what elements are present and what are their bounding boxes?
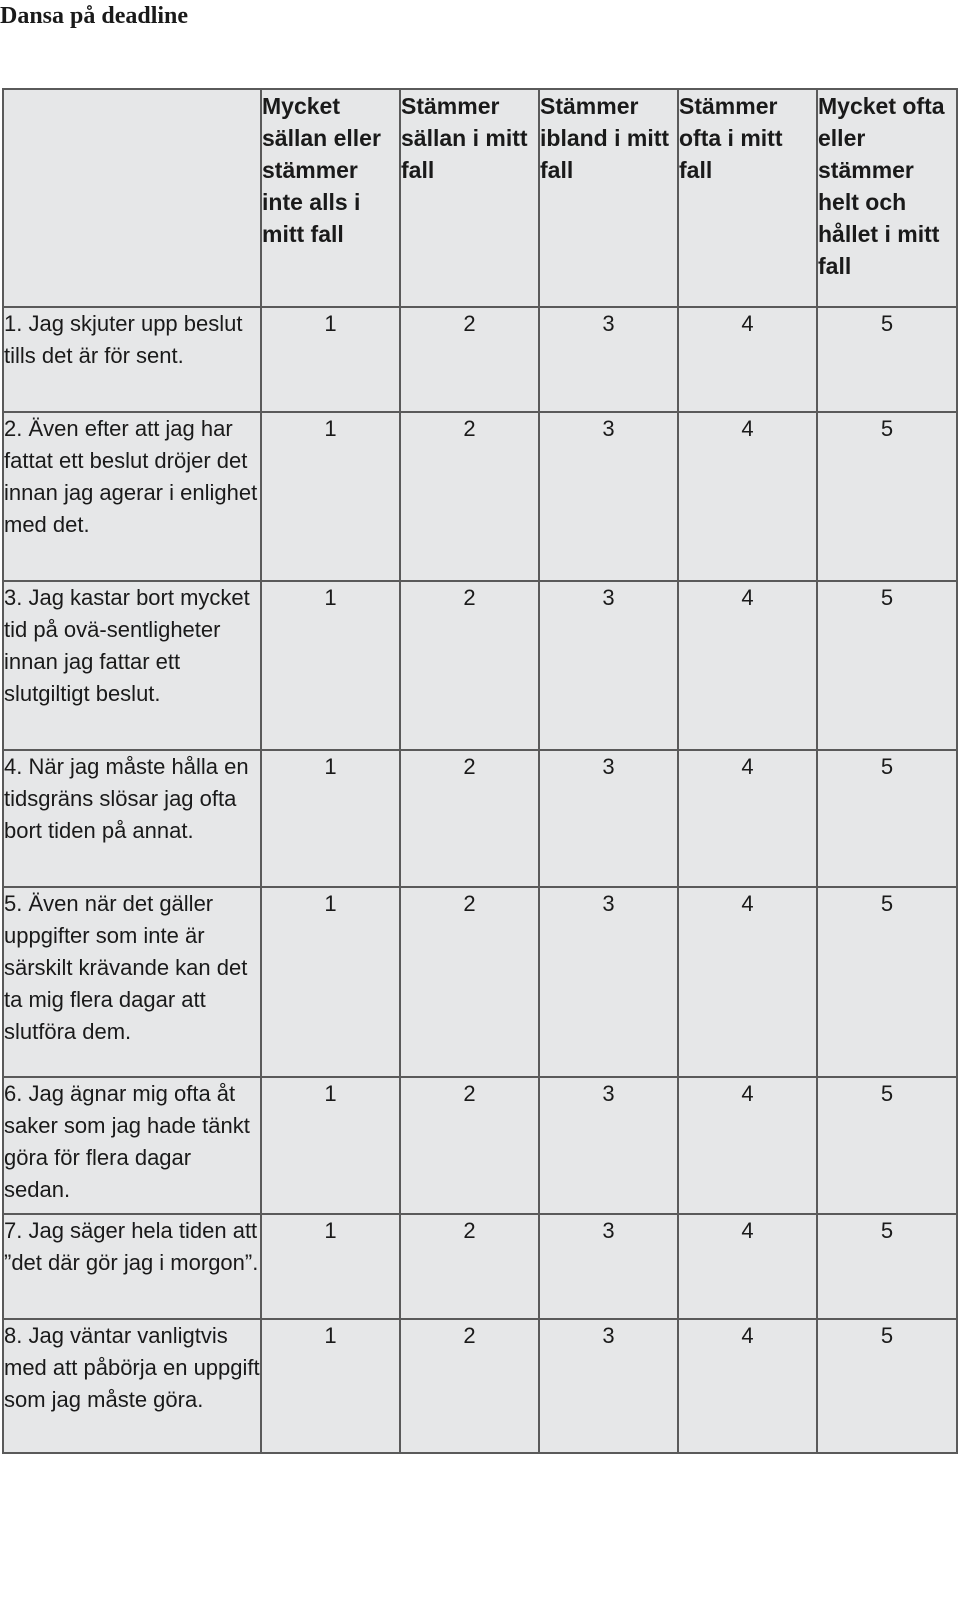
table-row xyxy=(3,581,957,750)
score-option[interactable]: 4 xyxy=(678,581,817,750)
statement-6: 6. Jag ägnar mig ofta åt saker som jag hade tänkt göra för flera dagar sedan. xyxy=(3,1077,261,1214)
score-option[interactable]: 2 xyxy=(400,581,539,750)
statement-4: 4. När jag måste hålla en tidsgräns slösar jag ofta bort tiden på annat. xyxy=(3,750,261,887)
statement-7: 7. Jag säger hela tiden att ”det där gör jag i morgon”. xyxy=(3,1214,261,1319)
score-option[interactable]: 5 xyxy=(817,1214,957,1319)
header-blank-cell xyxy=(3,89,261,307)
score-option[interactable]: 3 xyxy=(539,887,678,1077)
score-option[interactable]: 2 xyxy=(400,1319,539,1453)
score-option[interactable]: 2 xyxy=(400,887,539,1077)
score-option[interactable]: 2 xyxy=(400,1077,539,1214)
score-option[interactable]: 3 xyxy=(539,412,678,581)
score-option[interactable]: 2 xyxy=(400,307,539,412)
page-title: Dansa på deadline xyxy=(0,3,189,29)
score-option[interactable]: 5 xyxy=(817,581,957,750)
score-option[interactable]: 4 xyxy=(678,412,817,581)
header-row xyxy=(3,89,957,307)
score-option[interactable]: 3 xyxy=(539,307,678,412)
score-option[interactable]: 3 xyxy=(539,750,678,887)
score-option[interactable]: 1 xyxy=(261,1214,400,1319)
score-option[interactable]: 1 xyxy=(261,412,400,581)
score-option[interactable]: 2 xyxy=(400,750,539,887)
score-option[interactable]: 2 xyxy=(400,1214,539,1319)
score-option[interactable]: 1 xyxy=(261,1077,400,1214)
score-option[interactable]: 4 xyxy=(678,1319,817,1453)
table-row xyxy=(3,1077,957,1214)
header-option-3: Stämmer ibland i mitt fall xyxy=(539,89,678,307)
table-row xyxy=(3,1319,957,1453)
header-option-4: Stämmer ofta i mitt fall xyxy=(678,89,817,307)
statement-2: 2. Även efter att jag har fattat ett beslut dröjer det innan jag agerar i enlighet med det. xyxy=(3,412,261,581)
score-option[interactable]: 5 xyxy=(817,887,957,1077)
statement-3: 3. Jag kastar bort mycket tid på ovä-sentligheter innan jag fattar ett slutgiltigt beslut. xyxy=(3,581,261,750)
score-option[interactable]: 5 xyxy=(817,412,957,581)
header-option-5: Mycket ofta eller stämmer helt och hållet i mitt fall xyxy=(817,89,957,307)
score-option[interactable]: 4 xyxy=(678,750,817,887)
header-option-2: Stämmer sällan i mitt fall xyxy=(400,89,539,307)
score-option[interactable]: 1 xyxy=(261,887,400,1077)
table-row xyxy=(3,887,957,1077)
statement-1: 1. Jag skjuter upp beslut tills det är för sent. xyxy=(3,307,261,412)
score-option[interactable]: 1 xyxy=(261,581,400,750)
score-option[interactable]: 2 xyxy=(400,412,539,581)
table-row xyxy=(3,412,957,581)
score-option[interactable]: 1 xyxy=(261,750,400,887)
header-option-1: Mycket sällan eller stämmer inte alls i mitt fall xyxy=(261,89,400,307)
score-option[interactable]: 1 xyxy=(261,307,400,412)
score-option[interactable]: 4 xyxy=(678,1214,817,1319)
score-option[interactable]: 5 xyxy=(817,1319,957,1453)
score-option[interactable]: 3 xyxy=(539,1077,678,1214)
score-option[interactable]: 5 xyxy=(817,1077,957,1214)
score-option[interactable]: 3 xyxy=(539,581,678,750)
table-row xyxy=(3,750,957,887)
score-option[interactable]: 4 xyxy=(678,887,817,1077)
score-option[interactable]: 4 xyxy=(678,1077,817,1214)
statement-5: 5. Även när det gäller uppgifter som inte är särskilt krävande kan det ta mig flera dagar att slutföra dem. xyxy=(3,887,261,1077)
score-option[interactable]: 3 xyxy=(539,1319,678,1453)
procrastination-survey-table xyxy=(2,88,958,1454)
score-option[interactable]: 3 xyxy=(539,1214,678,1319)
statement-8: 8. Jag väntar vanligtvis med att påbörja en uppgift som jag måste göra. xyxy=(3,1319,261,1453)
score-option[interactable]: 4 xyxy=(678,307,817,412)
score-option[interactable]: 5 xyxy=(817,307,957,412)
table-row xyxy=(3,307,957,412)
table-row xyxy=(3,1214,957,1319)
score-option[interactable]: 5 xyxy=(817,750,957,887)
score-option[interactable]: 1 xyxy=(261,1319,400,1453)
